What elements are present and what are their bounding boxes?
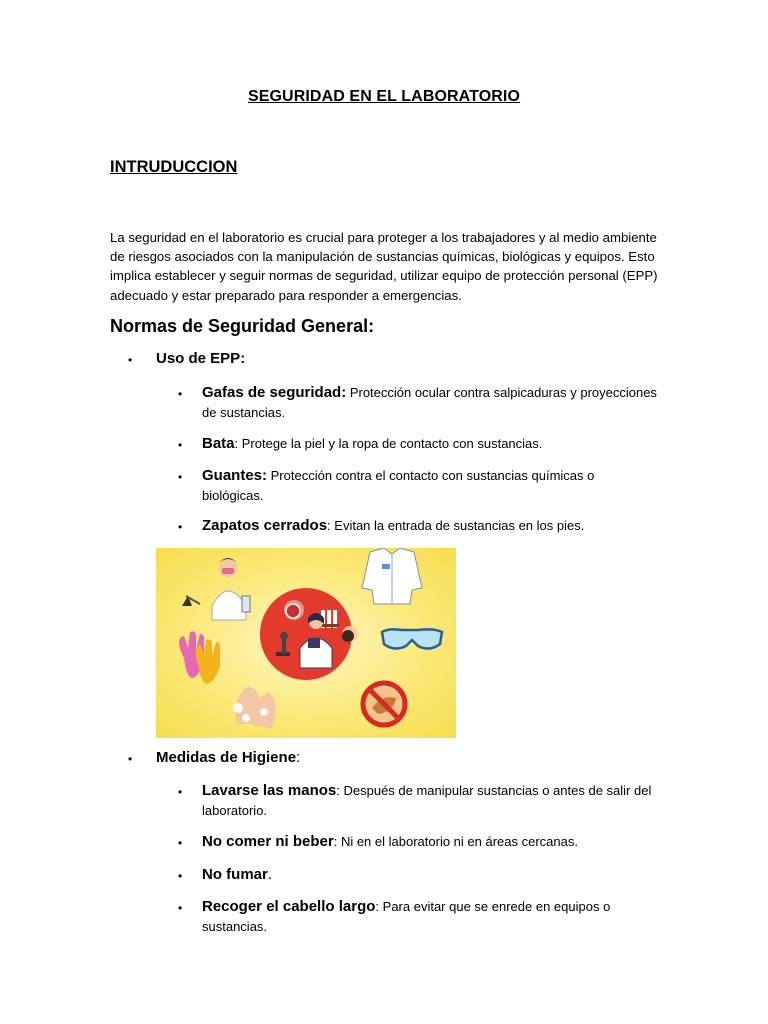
item-term: Bata bbox=[202, 435, 235, 452]
intro-paragraph: La seguridad en el laboratorio es crucial para proteger a los trabajadores y al medio ambiente de riesgos asociados con la manipulación de sustancias químicas, biológicas y equipos. Esto implica establecer y seguir normas de seguridad, utilizar equipo de protección personal (EPP) adecuado y estar preparado para responder a emergencias. bbox=[110, 230, 658, 303]
bullet-icon: • bbox=[178, 470, 183, 484]
bullet-icon: • bbox=[178, 785, 183, 799]
lab-safety-illustration-icon bbox=[156, 548, 456, 738]
bullet-icon: • bbox=[178, 387, 183, 401]
bullet-icon: • bbox=[178, 836, 183, 850]
bullet-icon: • bbox=[178, 869, 183, 883]
bullet-icon: • bbox=[178, 901, 183, 915]
normas-heading: Normas de Seguridad General: bbox=[110, 316, 375, 336]
epp-illustration bbox=[156, 548, 456, 738]
item-description: Protección contra el contacto con sustancias químicas o biológicas. bbox=[202, 468, 595, 503]
bullet-icon: • bbox=[128, 353, 133, 367]
item-term: Lavarse las manos bbox=[202, 782, 337, 799]
scientist-left-icon bbox=[182, 558, 250, 620]
item-description: Protege la piel y la ropa de contacto con sustancias. bbox=[238, 436, 543, 451]
document-title: SEGURIDAD EN EL LABORATORIO bbox=[247, 88, 521, 105]
epp-label: Uso de EPP: bbox=[156, 350, 246, 367]
bullet-icon: • bbox=[178, 438, 183, 452]
item-term: Zapatos cerrados bbox=[202, 517, 328, 534]
item-term: No fumar bbox=[202, 866, 268, 883]
item-colon: . bbox=[267, 866, 273, 883]
goggles-icon bbox=[382, 629, 442, 648]
higiene-label bbox=[156, 749, 300, 766]
no-eating-icon bbox=[363, 683, 405, 725]
hazard-icon bbox=[342, 630, 354, 642]
item-colon: : bbox=[375, 899, 380, 914]
item-term: Recoger el cabello largo bbox=[202, 898, 376, 915]
gloves-icon bbox=[179, 631, 220, 684]
item-term: Guantes: bbox=[202, 467, 268, 484]
higiene-label-text: Medidas de Higiene bbox=[156, 749, 297, 766]
item-description: Protección ocular contra salpicaduras y proyecciones de sustancias. bbox=[202, 385, 657, 420]
item-colon: : bbox=[333, 834, 338, 849]
item-term: No comer ni beber bbox=[202, 833, 334, 850]
item-description: Evitan la entrada de sustancias en los pies. bbox=[330, 518, 585, 533]
intro-heading: INTRUDUCCION bbox=[110, 158, 238, 176]
item-description: Después de manipular sustancias o antes de salir del laboratorio. bbox=[202, 783, 652, 818]
petri-dish-icon bbox=[286, 604, 300, 618]
higiene-colon: : bbox=[296, 749, 301, 766]
bullet-icon: • bbox=[178, 520, 183, 534]
bullet-icon: • bbox=[128, 752, 133, 766]
item-description: Ni en el laboratorio ni en áreas cercanas. bbox=[337, 834, 578, 849]
item-term: Gafas de seguridad: bbox=[202, 384, 347, 401]
item-colon: : bbox=[336, 783, 340, 798]
handwashing-icon bbox=[233, 686, 276, 728]
item-description: Para evitar que se enrede en equipos o sustancias. bbox=[202, 899, 611, 934]
item-colon: : bbox=[234, 436, 239, 451]
lab-coat-icon bbox=[362, 548, 422, 604]
item-colon: : bbox=[327, 518, 331, 533]
